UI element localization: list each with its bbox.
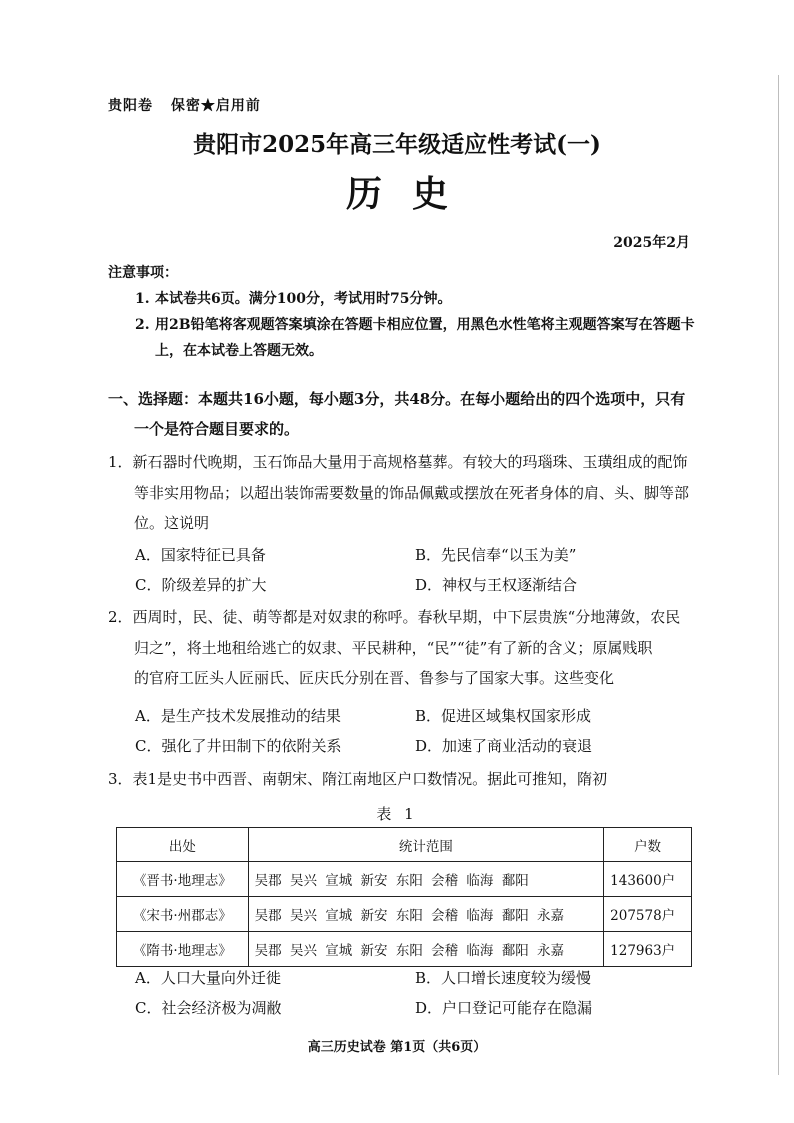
question-stem-line: 3．表1是史书中西晋、南朝宋、隋江南地区户口数情况。据此可推知，隋初 bbox=[108, 770, 608, 788]
option-d: D．加速了商业活动的衰退 bbox=[415, 737, 593, 756]
subject-title: 历史 bbox=[345, 173, 478, 215]
question-2-options bbox=[135, 700, 695, 761]
option-b: B．先民信奉“以玉为美” bbox=[415, 545, 577, 564]
cell-count: 143600户 bbox=[604, 862, 692, 897]
question-stem-line: 等非实用物品；以超出装饰需要数量的饰品佩戴或摆放在死者身体的肩、头、脚等部 bbox=[134, 483, 690, 502]
question-stem-line: 1．新石器时代晚期，玉石饰品大量用于高规格墓葬。有较大的玛瑙珠、玉璜组成的配饰 bbox=[108, 453, 688, 471]
notice-item-number: 2. bbox=[135, 317, 150, 333]
cell-range: 吴郡 吴兴 宣城 新安 东阳 会稽 临海 鄱阳 永嘉 bbox=[248, 932, 603, 967]
cell-source: 《隋书·地理志》 bbox=[117, 932, 249, 967]
question-stem-line: 归之”，将土地租给逃亡的奴隶、平民耕种，“民”“徒”有了新的含义；原属贱职 bbox=[134, 638, 653, 657]
question-1-options bbox=[135, 539, 695, 600]
option-c: C．强化了井田制下的依附关系 bbox=[135, 737, 342, 756]
option-d: D．神权与王权逐渐结合 bbox=[415, 576, 578, 595]
region-tag: 贵阳卷 bbox=[108, 98, 153, 114]
notice-title: 注意事项： bbox=[108, 265, 178, 281]
section-heading bbox=[108, 384, 698, 444]
table-caption: 表 1 bbox=[376, 805, 418, 823]
section-heading-line: 一、选择题：本题共16小题，每小题3分，共48分。在每小题给出的四个选项中，只有 bbox=[108, 390, 686, 408]
question-2 bbox=[108, 602, 706, 694]
table-row bbox=[117, 897, 692, 932]
header-source: 出处 bbox=[117, 828, 249, 862]
notice-item-text: 用2B铅笔将客观题答案填涂在答题卡相应位置，用黑色水性笔将主观题答案写在答题卡上，在本试卷上答题无效。 bbox=[155, 317, 695, 359]
question-1 bbox=[108, 447, 706, 539]
page-edge-line bbox=[778, 75, 779, 1075]
cell-count: 207578户 bbox=[604, 897, 692, 932]
notice-item-text: 本试卷共6页。满分100分，考试用时75分钟。 bbox=[155, 291, 452, 307]
cell-count: 127963户 bbox=[604, 932, 692, 967]
question-stem-line: 2．西周时，民、徒、萌等都是对奴隶的称呼。春秋早期，中下层贵族“分地薄敛，农民 bbox=[108, 608, 681, 626]
secret-tag: 保密★启用前 bbox=[170, 98, 261, 114]
cell-source: 《晋书·地理志》 bbox=[117, 862, 249, 897]
option-b: B．人口增长速度较为缓慢 bbox=[415, 968, 592, 987]
option-d: D．户口登记可能存在隐漏 bbox=[415, 999, 593, 1018]
table-row bbox=[117, 862, 692, 897]
header-count: 户数 bbox=[604, 828, 692, 862]
cell-range: 吴郡 吴兴 宣城 新安 东阳 会稽 临海 鄱阳 bbox=[248, 862, 603, 897]
exam-date: 2025年2月 bbox=[613, 235, 690, 251]
notice-item bbox=[135, 312, 695, 364]
exam-title: 贵阳市2025年高三年级适应性考试(一) bbox=[193, 131, 601, 158]
table-header-row bbox=[117, 828, 692, 862]
confidential-header bbox=[108, 95, 273, 115]
option-a: A．国家特征已具备 bbox=[135, 545, 266, 564]
question-stem-line: 的官府工匠头人匠丽氏、匠庆氏分别在晋、鲁参与了国家大事。这些变化 bbox=[134, 669, 615, 687]
question-3 bbox=[108, 764, 706, 795]
option-b: B．促进区域集权国家形成 bbox=[415, 706, 592, 725]
household-table bbox=[116, 827, 692, 967]
cell-source: 《宋书·州郡志》 bbox=[117, 897, 249, 932]
question-3-options bbox=[135, 962, 695, 1023]
page-footer: 高三历史试卷 第1页（共6页） bbox=[307, 1040, 487, 1055]
option-c: C．社会经济极为凋敝 bbox=[135, 999, 282, 1018]
notice-list bbox=[135, 286, 695, 364]
cell-range: 吴郡 吴兴 宣城 新安 东阳 会稽 临海 鄱阳 永嘉 bbox=[248, 897, 603, 932]
notice-item-number: 1. bbox=[135, 291, 150, 307]
question-stem-line: 位。这说明 bbox=[134, 514, 210, 532]
option-a: A．人口大量向外迁徙 bbox=[135, 968, 281, 987]
option-a: A．是生产技术发展推动的结果 bbox=[135, 706, 341, 725]
notice-item bbox=[135, 286, 695, 312]
option-c: C．阶级差异的扩大 bbox=[135, 576, 267, 595]
header-range: 统计范围 bbox=[248, 828, 603, 862]
section-heading-line: 一个是符合题目要求的。 bbox=[134, 420, 300, 438]
